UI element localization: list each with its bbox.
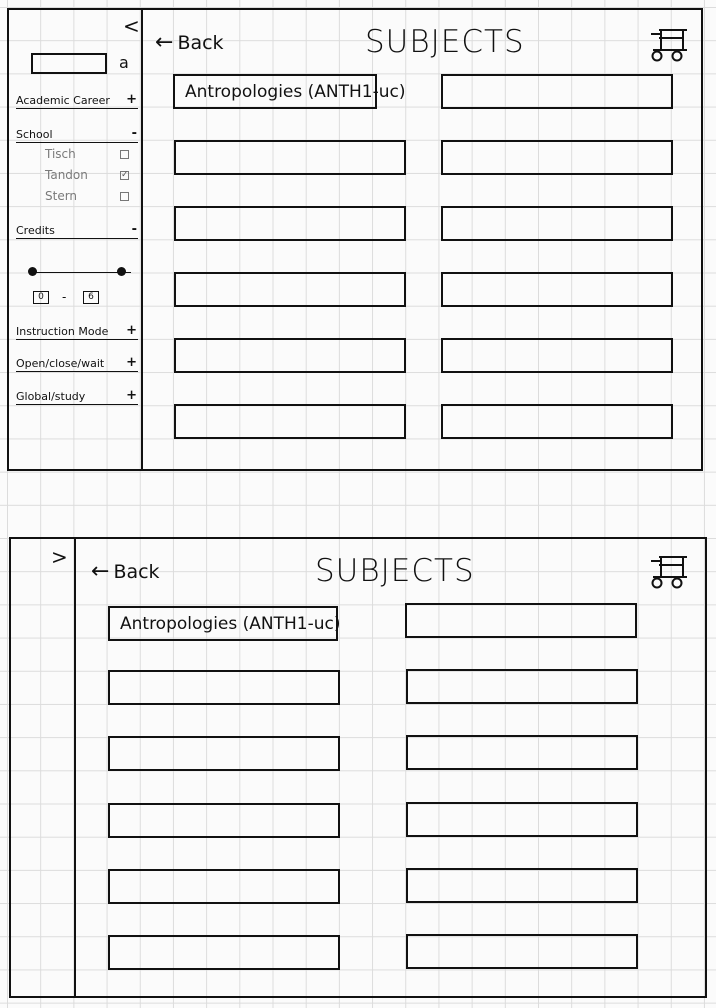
subject-card[interactable] xyxy=(406,669,638,704)
back-arrow-icon: ← xyxy=(91,559,110,584)
search-input[interactable] xyxy=(31,53,107,74)
collapse-sidebar-button[interactable]: < xyxy=(123,14,140,38)
filter-school[interactable] xyxy=(16,126,138,143)
expand-icon: + xyxy=(126,355,137,370)
page-title: SUBJECTS xyxy=(315,553,475,589)
subject-card[interactable] xyxy=(441,272,673,307)
credits-slider-max-handle[interactable] xyxy=(117,267,126,276)
wireframe-expanded-sidebar xyxy=(7,8,703,471)
wireframe-collapsed-sidebar xyxy=(9,537,707,998)
subject-card[interactable] xyxy=(406,802,638,837)
expand-sidebar-button[interactable]: > xyxy=(51,545,68,569)
subject-card[interactable] xyxy=(108,670,340,705)
school-option-tandon[interactable] xyxy=(45,168,129,182)
sidebar-divider xyxy=(141,10,143,469)
credits-max-value[interactable]: 6 xyxy=(83,291,99,304)
filter-label: Credits xyxy=(16,224,55,237)
cart-icon[interactable] xyxy=(647,551,693,591)
filter-academic-career[interactable] xyxy=(16,92,138,109)
back-button[interactable] xyxy=(91,561,160,583)
filter-open-close-wait[interactable] xyxy=(16,355,138,372)
subject-card[interactable] xyxy=(405,603,637,638)
range-separator: - xyxy=(62,290,67,304)
subject-card[interactable] xyxy=(441,404,673,439)
back-button[interactable] xyxy=(155,32,224,54)
filter-label: Global/study xyxy=(16,390,86,403)
filter-instruction-mode[interactable] xyxy=(16,323,138,340)
subject-card[interactable] xyxy=(441,74,673,109)
subject-card[interactable] xyxy=(174,404,406,439)
subject-card[interactable] xyxy=(108,736,340,771)
page-title: SUBJECTS xyxy=(365,24,525,60)
collapse-icon: - xyxy=(131,222,137,237)
subject-card[interactable] xyxy=(406,868,638,903)
expand-icon: + xyxy=(126,92,137,107)
subject-card[interactable] xyxy=(174,338,406,373)
subject-card[interactable] xyxy=(174,140,406,175)
credits-min-value[interactable]: 0 xyxy=(33,291,49,304)
filter-label: Instruction Mode xyxy=(16,325,109,338)
filter-label: School xyxy=(16,128,53,141)
school-option-stern[interactable] xyxy=(45,189,129,203)
subject-card[interactable] xyxy=(108,869,340,904)
collapse-icon: - xyxy=(131,126,137,141)
expand-icon: + xyxy=(126,388,137,403)
subject-card[interactable]: Antropologies (ANTH1-uc) xyxy=(108,606,338,641)
subject-card[interactable] xyxy=(441,140,673,175)
subject-card[interactable] xyxy=(441,338,673,373)
subject-card[interactable] xyxy=(108,803,340,838)
option-label: Tisch xyxy=(45,147,76,161)
filter-label: Academic Career xyxy=(16,94,110,107)
subject-card[interactable] xyxy=(441,206,673,241)
cart-icon[interactable] xyxy=(647,24,693,64)
back-label: Back xyxy=(113,561,160,583)
checkbox-unchecked[interactable] xyxy=(120,150,129,159)
subject-card[interactable] xyxy=(108,935,340,970)
checkbox-checked[interactable]: ✓ xyxy=(121,169,129,180)
checkbox-unchecked[interactable] xyxy=(120,192,129,201)
back-arrow-icon: ← xyxy=(155,30,174,55)
option-label: Tandon xyxy=(45,168,88,182)
filter-label: Open/close/wait xyxy=(16,357,105,370)
subject-card[interactable] xyxy=(406,934,638,969)
filter-credits[interactable] xyxy=(16,222,138,239)
sidebar-divider xyxy=(74,539,76,996)
back-label: Back xyxy=(177,32,224,54)
option-label: Stern xyxy=(45,189,78,203)
subject-card[interactable]: Antropologies (ANTH1-uc) xyxy=(173,74,377,109)
search-icon[interactable]: a xyxy=(119,53,129,72)
school-option-tisch[interactable] xyxy=(45,147,129,161)
subject-card[interactable] xyxy=(406,735,638,770)
subject-card[interactable] xyxy=(174,272,406,307)
subject-card[interactable] xyxy=(174,206,406,241)
expand-icon: + xyxy=(126,323,137,338)
filter-global-study[interactable] xyxy=(16,388,138,405)
credits-slider-min-handle[interactable] xyxy=(28,267,37,276)
